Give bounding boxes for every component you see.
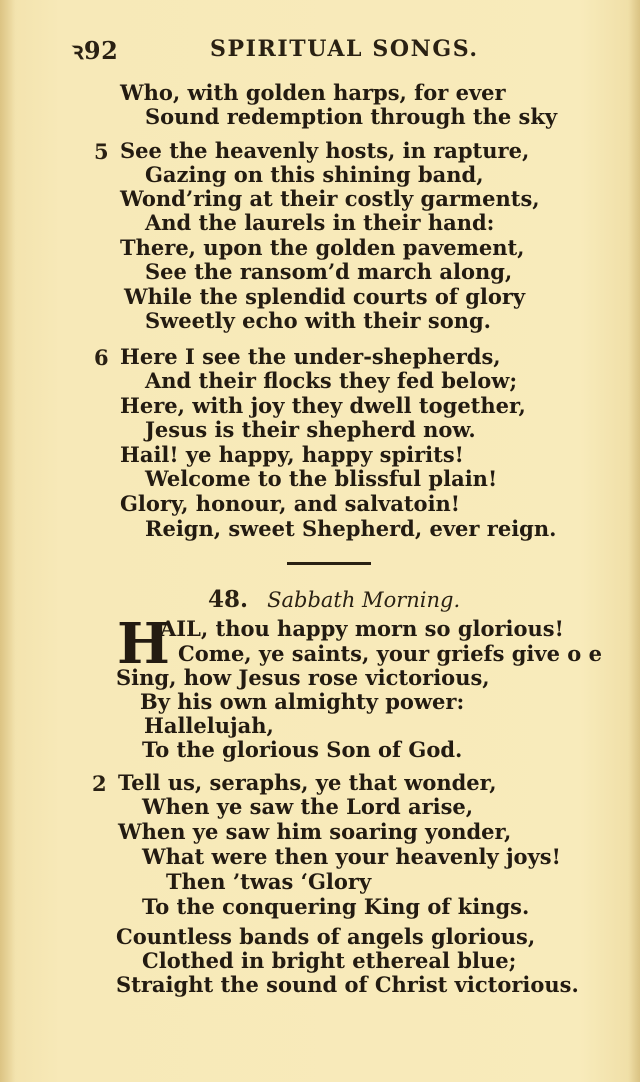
verse-line: Sing, how Jesus rose victorious,	[116, 665, 490, 690]
verse-line: Welcome to the blissful plain!	[145, 466, 498, 491]
verse-line: Clothed in bright ethereal blue;	[142, 948, 517, 973]
hymn-number: 48.	[208, 586, 249, 613]
verse-line: Countless bands of angels glorious,	[116, 924, 536, 949]
verse-line: Glory, honour, and salvatoin!	[120, 491, 461, 516]
verse-line: See the heavenly hosts, in rapture,	[120, 138, 530, 163]
drop-cap: H	[117, 611, 170, 677]
stanza-number: 6	[94, 345, 109, 370]
verse-line: There, upon the golden pavement,	[120, 235, 525, 260]
verse-line: Gazing on this shining band,	[145, 162, 484, 187]
verse-line: To the glorious Son of God.	[142, 737, 463, 762]
verse-line: Hallelujah,	[144, 713, 274, 738]
page-number: ꝛ92	[72, 36, 119, 65]
stanza-number: 5	[94, 139, 109, 164]
verse-line: While the splendid courts of glory	[124, 284, 526, 309]
verse-line: And the laurels in their hand:	[145, 210, 495, 235]
verse-line: Tell us, seraphs, ye that wonder,	[118, 770, 497, 795]
verse-line: Wond’ring at their costly garments,	[120, 186, 540, 211]
verse-line: Come, ye saints, your griefs give o e	[178, 641, 602, 666]
stanza-number: 2	[92, 771, 107, 796]
verse-line: Who, with golden harps, for ever	[120, 80, 506, 105]
verse-line: When ye saw him soaring yonder,	[118, 819, 512, 844]
verse-line: To the conquering King of kings.	[142, 894, 530, 919]
running-head: SPIRITUAL SONGS.	[210, 36, 479, 62]
verse-line: AIL, thou happy morn so glorious!	[160, 616, 564, 641]
verse-line: Sound redemption through the sky	[145, 104, 558, 129]
section-divider	[287, 562, 371, 565]
verse-line: Then ’twas ‘Glory	[166, 869, 372, 894]
verse-line: Reign, sweet Shepherd, ever reign.	[145, 516, 557, 541]
verse-line: See the ransom’d march along,	[145, 259, 513, 284]
verse-line: Jesus is their shepherd now.	[145, 417, 476, 442]
page-edge-shade	[628, 0, 640, 1082]
verse-line: And their flocks they fed below;	[145, 368, 518, 393]
hymn-title: Sabbath Morning.	[267, 588, 461, 612]
verse-line: What were then your heavenly joys!	[142, 844, 561, 869]
verse-line: Hail! ye happy, happy spirits!	[120, 442, 464, 467]
verse-line: Here I see the under-shepherds,	[120, 344, 501, 369]
verse-line: Sweetly echo with their song.	[145, 308, 491, 333]
verse-line: By his own almighty power:	[140, 689, 465, 714]
page-gutter-shade	[0, 0, 16, 1082]
hymn-heading	[208, 586, 460, 613]
verse-line: When ye saw the Lord arise,	[142, 794, 474, 819]
verse-line: Straight the sound of Christ victorious.	[116, 972, 579, 997]
verse-line: Here, with joy they dwell together,	[120, 393, 526, 418]
